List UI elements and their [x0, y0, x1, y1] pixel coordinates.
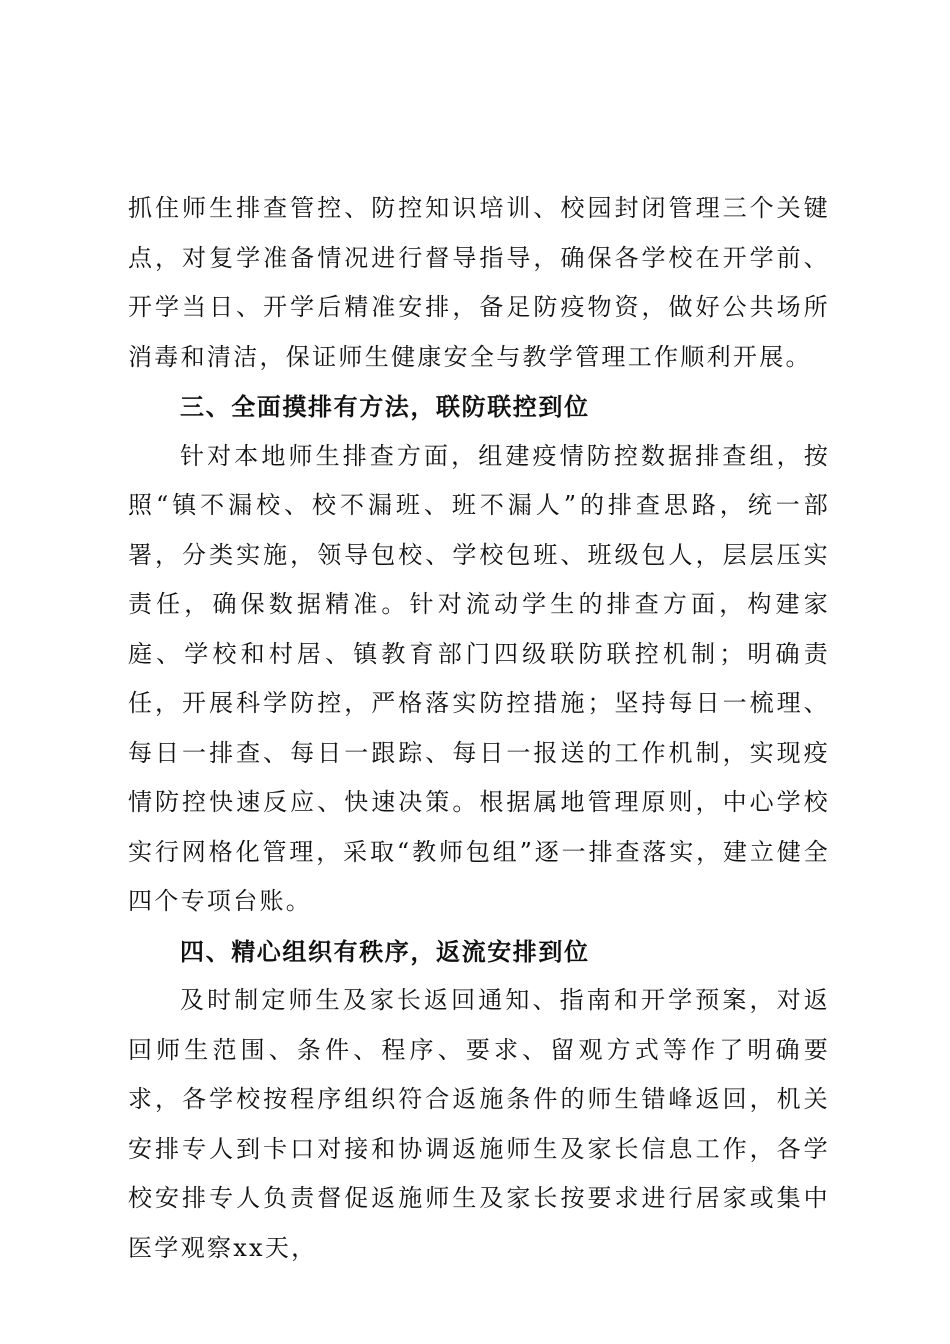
paragraph-screening: 针对本地师生排查方面，组建疫情防控数据排查组，按照“镇不漏校、校不漏班、班不漏人”的排查思路，统一部署，分类实施，领导包校、学校包班、班级包人，层层压实责任，确保数据精准。针对流动学生的排查方面，构建家庭、学校和村居、镇教育部门四级联防联控机制；明确责任，开展科学防控，严格落实防控措施；坚持每日一梳理、每日一排查、每日一跟踪、每日一报送的工作机制，实现疫情防控快速反应、快速决策。根据属地管理原则，中心学校实行网格化管理，采取“教师包组”逐一排查落实，建立健全四个专项台账。: [128, 441, 830, 915]
section-heading-3: 三、全面摸排有方法，联防联控到位: [180, 392, 590, 421]
section-heading-4: 四、精心组织有秩序，返流安排到位: [180, 936, 590, 966]
document-body: [128, 184, 830, 1273]
paragraph-continuation: 抓住师生排查管控、防控知识培训、校园封闭管理三个关键点，对复学准备情况进行督导指导，确保各学校在开学前、开学当日、开学后精准安排，备足防疫物资，做好公共场所消毒和清洁，保证师生健康安全与教学管理工作顺利开展。: [128, 194, 830, 371]
paragraph-return-arrangement: 及时制定师生及家长返回通知、指南和开学预案，对返回师生范围、条件、程序、要求、留观方式等作了明确要求，各学校按程序组织符合返施条件的师生错峰返回，机关安排专人到卡口对接和协调返施师生及家长信息工作，各学校安排专人负责督促返施师生及家长按要求进行居家或集中医学观察xx天，: [128, 986, 830, 1262]
